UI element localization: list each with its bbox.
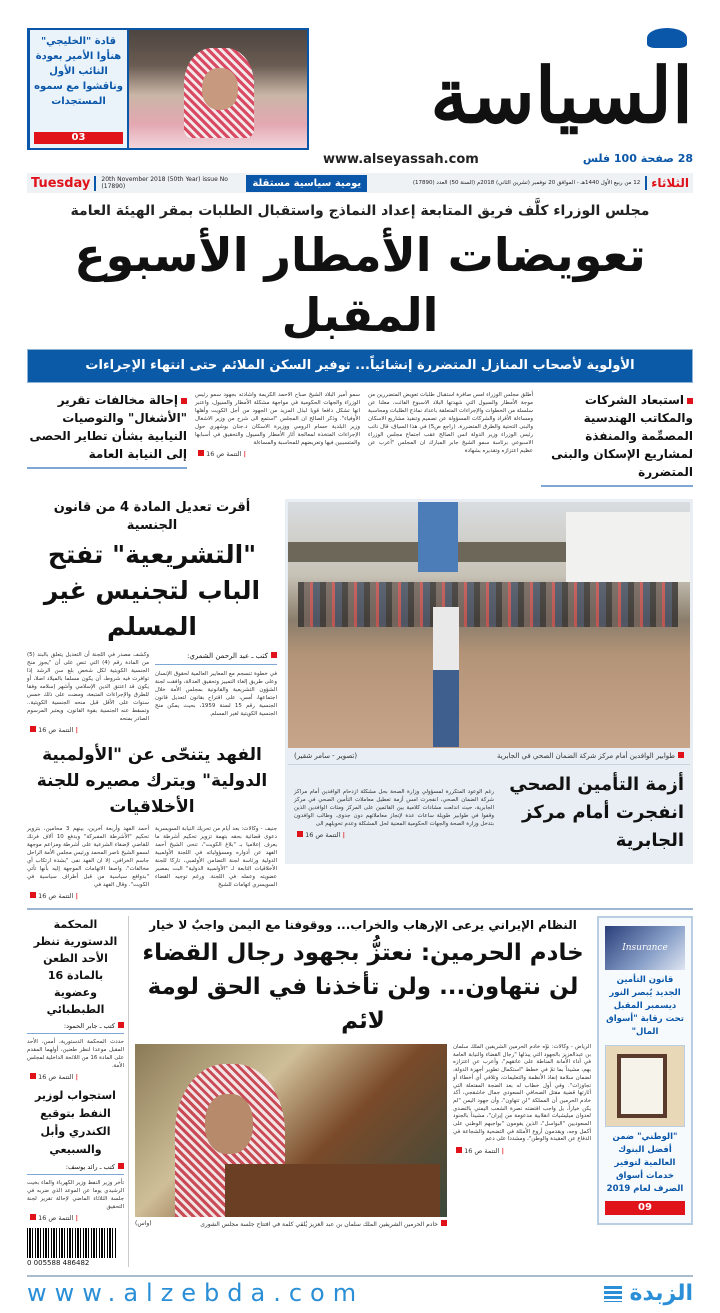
naturalization-headline[interactable]: "التشريعية" تفتح الباب لتجنيس غير المسلم bbox=[43, 540, 261, 641]
insurance-body: رغم الوعود المتكررة لمسؤولي وزارة الصحة بحل مشكلة ازدحام الوافدين أمام مراكز شركة الضمان الصحي، انفجرت امس أزمة تعطيل معاملات التأمين الصحي في مركز الجابرية، حيث اندلعت مشادات كلامية بين القائمين على المركز ومئات الوافدين الذين وقفوا في طوابير طويلة ساعات عدة لإنجاز معاملاتهم دون جدوى. وطالب الوافدون بتدخل وزارة الصحة والجهات الحكومية المعنية لحل المشكلة وعدم تحويلهم الى bbox=[294, 788, 494, 827]
barcode-number: 0 005588 486482 bbox=[27, 1259, 90, 1267]
saudi-kicker: النظام الإيراني يرعى الإرهاب والخراب... ووقوفنا مع اليمن واجبٌ لا خيار bbox=[149, 918, 577, 932]
day-en: Tuesday bbox=[27, 176, 96, 191]
logo-text: السياسة bbox=[430, 51, 693, 140]
insurance-image-text: Insurance bbox=[622, 943, 668, 953]
oil-body: تأخر وزير النفط وزير الكهرباء والماء بخيت الرشيدي يوما عن الموعد الذي ضربه في جلسة الثلاثاء الماضي لإحالة تقرير لجنة التحقيق bbox=[27, 1180, 124, 1210]
tagline: يومية سياسية مستقلة bbox=[246, 175, 367, 192]
lead-body-1: أطلق مجلس الوزراء امس صافرة استقبال طلبات تعويض المتضررين من موجة الأمطار والسيول التي شهدتها البلاد الاسبوع الفائت، معلنا عن سلسلة من الخطوات والإجراءات المتعلقة باعداد نماذج الطلبات ومحاسبة ومساءلة الأفراد والشركات المسؤولة عن تصميم وتنفيذ مشاريع الاسكان والبنى التحتية والطرق المتضررة. (راجع ص5) في هذا السياق، قال نائب رئيس الوزراء وزير الدولة انس الصالح عقب اجتماع مجلس الوزراء الاسبوعي برئاسة سمو الشيخ جابر المبارك ان المجلس "أعرب عن عظيم اعتزازه وتقديره بشهادة bbox=[368, 392, 533, 454]
naturalization-body-1: في خطوة تنسجم مع المعايير العالمية لحقوق الإنسان وعلى طريق إلغاء التمييز وتحقيق العدالة، وافقت لجنة الشؤون التشريعية والقانونية بمجلس الأمة خلال اجتماعها، أمس، على اقتراح بقانون لتعديل قانون الجنسية رقم 15 لسنة 1959، بحيث يمكن منح الجنسية الكويتية لغير المسلم. bbox=[155, 671, 277, 717]
lead-headline[interactable]: تعويضات الأمطار الأسبوع المقبل bbox=[74, 228, 646, 342]
website[interactable]: www.alseyassah.com bbox=[323, 152, 479, 167]
sidebar-insurance-headline[interactable]: قانون التأمين الجديد يُبصر النور ديسمبر المقبل تحت رقابة "أسواق المال" bbox=[606, 975, 684, 1037]
saudi-continued[interactable]: | التتمة ص 16 bbox=[453, 1147, 591, 1155]
king-photo-caption: خادم الحرمين الشريفين الملك سلمان بن عبد العزيز يُلقي كلمة في افتتاح جلسة مجلس الشورى bbox=[200, 1220, 447, 1229]
lead-body-2: سمو أمير البلاد الشيخ صباح الاحمد الكريمة واشادته بجهود سمو رئيس الوزراء والجهات الحكومية في مواجهة مشكلة الأمطار والسيول، واعتبر انها تشكل دافعا قويا لبذل المزيد من الجهود من أجل الكويت وأهلها الأوفياء". وذكر الصالح ان المجلس "استمع الى شرح من وزير الاشغال وزير البلدية حسام الرومي ووزيرة الاسكان د.جنان بوشهري حول الإجراءات المتخذة لمعالجة آثار الأمطار والسيول والتحقيق في أسبابها والمتسببين فيها وتعريضهم للمحاسبة والمساءلة bbox=[195, 392, 360, 446]
saudi-body: الرياض - وكالات: نوّه خادم الحرمين الشريفين الملك سلمان بن عبدالعزيز بالجهود التي يبذلها "رجال القضاء والنيابة العامة في أداء الأمانة المناطة على عاتقهم"، وأعرب عن اعتزازه بهم، مشيداً بما تمّ في خطط "استكمال تطوير أجهزة الدولة، لضمان سلامة إنفاذ الأنظمة والتعليمات، وتلافي أي أخطاء أو تجاوزات". وفي أول خطاب له بعد الضجة المفتعلة التي أثارتها قضية مقتل الصحافي السعودي جمال خاشقجي، أكد خادم الحرمين أن المملكة "لن تتهاون"، وأن جهود اليمن "لم يكن خياراً، بل واجب اقتضته نصرة الشعب اليمني بالتصدي لعدوان ميليشيات انقلابية مدعومة من إيران"، مشيداً بالجنود السعوديين "البواسل"، الذين يقومون "بواجبهم الوطني على أكمل وجه، ويقدمون أروع الأمثلة في التضحية والشجاعة في الدفاع عن العقيدة والوطن"، ومشددا على دعم bbox=[453, 1044, 591, 1143]
oil-continued[interactable]: | التتمة ص 16 bbox=[27, 1214, 124, 1222]
lead-right-point[interactable] bbox=[541, 391, 693, 481]
middle-left-column bbox=[27, 499, 277, 900]
insurance-headline[interactable]: أزمة التأمين الصحي انفجرت أمام مركز الجابرية bbox=[509, 774, 684, 851]
saudi-story bbox=[135, 916, 591, 1229]
left-point-text: إحالة مخالفات تقرير "الأشغال" والتوصيات النيابية بشأن تطاير الحصى إلى النيابة العامة bbox=[29, 393, 187, 461]
oil-headline[interactable]: استجواب لوزير النفط بتوقيع الكندري وأبل والسبيعي bbox=[35, 1089, 116, 1156]
king-photo bbox=[135, 1044, 447, 1217]
queue-photo-caption: طوابير الوافدين أمام مركز شركة الضمان الصحي في الجابرية bbox=[497, 752, 684, 760]
pages-price: 28 صفحة 100 فلس bbox=[582, 152, 693, 165]
footer-logo-text: الزبدة bbox=[629, 1280, 693, 1306]
lead-kicker: مجلس الوزراء كلَّف فريق المتابعة إعداد النماذج واستقبال الطلبات بمقر الهيئة العامة bbox=[70, 203, 650, 219]
court-body: حددت المحكمة الدستورية، أمس، الأحد المقبل موعدا لنظر طعنين، أولهما المقدم على المادة 16 من اللائحة الداخلية لمجلس الأمة. bbox=[27, 1039, 124, 1069]
insurance-panel bbox=[285, 499, 693, 864]
saudi-headline[interactable]: خادم الحرمين: نعتزُّ بجهود رجال القضاء لن نتهاون... ولن تأخذنا في الحق لومة لائم bbox=[142, 940, 584, 1034]
teaser-text-column bbox=[30, 30, 127, 148]
date-bar bbox=[27, 173, 693, 193]
naturalization-continued[interactable]: | التتمة ص 16 bbox=[27, 726, 149, 734]
economy-sidebar bbox=[597, 916, 693, 1225]
left-column bbox=[27, 916, 129, 1267]
sidebar-page: 09 bbox=[605, 1201, 685, 1215]
court-headline[interactable]: المحكمة الدستورية تنظر الأحد الطعن بالمادة 16 وعضوية الطبطبائي bbox=[33, 918, 118, 1016]
teaser-headline: قادة "الخليجي" هنأوا الأمير بعودة النائب الأول وناقشوا مع سموه المستجدات bbox=[34, 36, 123, 107]
day-ar: الثلاثاء bbox=[645, 176, 693, 190]
bottom-section bbox=[27, 916, 693, 1267]
court-continued[interactable]: | التتمة ص 16 bbox=[27, 1073, 124, 1081]
barcode bbox=[27, 1228, 117, 1258]
lead-columns bbox=[27, 391, 693, 487]
naturalization-kicker: أقرت تعديل المادة 4 من قانون الجنسية bbox=[53, 500, 251, 533]
eagle-icon bbox=[647, 28, 687, 48]
fahad-body-2: أحمد الفهد وأربعة آخرين، بينهم 3 محامين، بتزوير تحكيم "الأشرطة المفبركة" وبدفع 10 آلاف فرنك للقاضي لإضفاء الشرعية على أشرطة ومزاعم موجهة لسمو الشيخ ناصر المحمد ورئيس مجلس الأمة الراحل جاسم الخرافي، إلا ان الفهد نفى "بشدة ارتكاب أي مخالفات"، واصفا الاتهامات الموجهة إليه بأنها تأتي "بدوافع سياسية من قبل أطراف سياسية في الكويت". وقال الفهد في bbox=[27, 826, 149, 888]
lead-left-point[interactable] bbox=[27, 391, 187, 463]
fahad-continued[interactable]: | التتمة ص 16 bbox=[27, 892, 149, 900]
king-photo-credit: (واس) bbox=[135, 1220, 152, 1227]
insurance-image bbox=[605, 926, 685, 970]
footer bbox=[27, 1279, 693, 1307]
award-image bbox=[605, 1045, 685, 1127]
footer-logo bbox=[604, 1281, 693, 1306]
fahad-body-1: جنيف - وكالات: بعد أيام من تحريك النيابة السويسرية دعوى قضائية بحقه بتهمة تزوير تحكيم أشرطة ما يعرف إعلاميا بـ "بلاغ الكويت"، تنحى الشيخ أحمد الفهد عن أدواره ومسؤولياته في اللجنة الأولمبية الدولية ورئاسة لجنة التضامن الأولمبي، تاركا للجنة الأخلاقيات التابعة لـ "الأولمبية الدولية" البت بمصير عضويته وعمله في اللجنة. ورغم توجيه القضاء السويسري اتهامات للشيخ bbox=[155, 826, 277, 888]
date-ar: 12 من ربيع الأول 1440هـ - الموافق 20 نوفمبر (تشرين الثاني) 2018م (السنة 50) العدد (17890) bbox=[412, 180, 641, 186]
oil-byline: كتب ـ رائد يوسف: bbox=[27, 1163, 124, 1171]
lead-banner: الأولوية لأصحاب المنازل المتضررة إنشائياً... توفير السكن الملائم حتى انتهاء الإجراءات bbox=[27, 349, 693, 383]
teaser-page: 03 bbox=[34, 132, 123, 144]
middle-section bbox=[27, 499, 693, 900]
teaser-box[interactable] bbox=[27, 28, 309, 150]
date-en: 20th November 2018 (50th Year) issue No (17890) bbox=[101, 176, 228, 190]
masthead-info-row bbox=[27, 152, 693, 167]
court-byline: كتب ـ جابر الحمود: bbox=[27, 1022, 124, 1030]
footer-website[interactable]: www.alzebda.com bbox=[27, 1279, 365, 1307]
insurance-continued[interactable]: | التتمة ص 16 bbox=[294, 831, 494, 839]
emir-photo bbox=[127, 30, 307, 148]
naturalization-body-2: وكشف مصدر في اللجنة أن التعديل يتعلق بالبند (5) من المادة رقم (4) التي تنص على أن "يجوز منح الجنسية الكويتية لكل شخص بلغ سن الرشد إذا توافرت فيه شروط، أن يكون مسلما بالميلاد اصلا، أو يكون قد اعتنق الدين الإسلامي وأشهر إسلامه وفقا للطرق والإجراءات المتبعة، ومضت على ذلك خمس سنوات على الأقل قبل منحه الجنسية الكويتية.. وتسقط عنه الجنسية بقوة القانون، ويعتبر المرسوم الصادر بمنحه bbox=[27, 652, 150, 722]
masthead bbox=[27, 28, 693, 150]
lead-continued[interactable]: | التتمة ص 16 bbox=[195, 450, 360, 458]
right-point-text: استبعاد الشركات والمكاتب الهندسية المصمِّمة والمنفذة لمشاريع الإسكان والبنى المتضررة bbox=[551, 393, 693, 479]
lines-icon bbox=[604, 1286, 622, 1302]
fahad-headline[interactable]: الفهد يتنحّى عن "الأولمبية الدولية" ويترك مصيره للجنة الأخلاقيات bbox=[36, 745, 268, 817]
sidebar-bank-headline[interactable]: "الوطني" ضمن أفضل البنوك العالمية لتوفير خدمات أسواق الصرف لعام 2019 bbox=[606, 1132, 684, 1194]
masthead-logo bbox=[323, 28, 693, 144]
queue-photo bbox=[288, 502, 690, 748]
naturalization-byline: كتب ـ عبد الرحمن الشمري: bbox=[155, 651, 277, 661]
queue-photo-credit: (تصوير - سامر شقير) bbox=[294, 752, 358, 760]
